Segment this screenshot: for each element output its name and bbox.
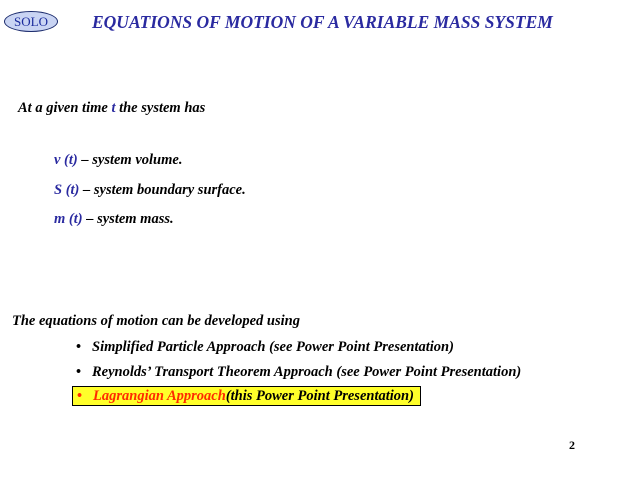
approach-item [76, 364, 521, 381]
approach-text: Simplified Particle Approach (see Power Point Presentation) [92, 339, 454, 355]
methods-intro: The equations of motion can be developed using [12, 313, 300, 329]
definition-text: – system mass. [82, 211, 174, 227]
approach-text: Reynolds’ Transport Theorem Approach (see Power Point Presentation) [92, 364, 522, 380]
slide-title: EQUATIONS OF MOTION OF A VARIABLE MASS SYSTEM [92, 12, 553, 32]
page-number: 2 [569, 438, 575, 452]
intro-after: the system has [115, 100, 206, 116]
definition-volume [54, 152, 182, 169]
intro-line [18, 100, 205, 117]
definition-mass [54, 211, 174, 228]
definition-symbol: m (t) [54, 211, 83, 227]
approach-item-highlighted [72, 386, 421, 406]
approach-name: Lagrangian Approach [93, 387, 226, 404]
bullet-icon: • [76, 339, 82, 355]
definition-text: – system volume. [77, 152, 183, 168]
definition-text: – system boundary surface. [79, 182, 246, 198]
solo-badge: SOLO [4, 11, 58, 32]
definition-symbol: S (t) [54, 182, 80, 198]
intro-before: At a given time [18, 100, 112, 116]
bullet-icon: • [76, 364, 82, 380]
bullet-icon: • [77, 387, 83, 404]
approach-item [76, 339, 454, 356]
approach-note: (this Power Point Presentation) [225, 387, 414, 404]
definition-symbol: v (t) [54, 152, 78, 168]
intro-var: t [111, 100, 116, 116]
definition-surface [54, 182, 246, 199]
